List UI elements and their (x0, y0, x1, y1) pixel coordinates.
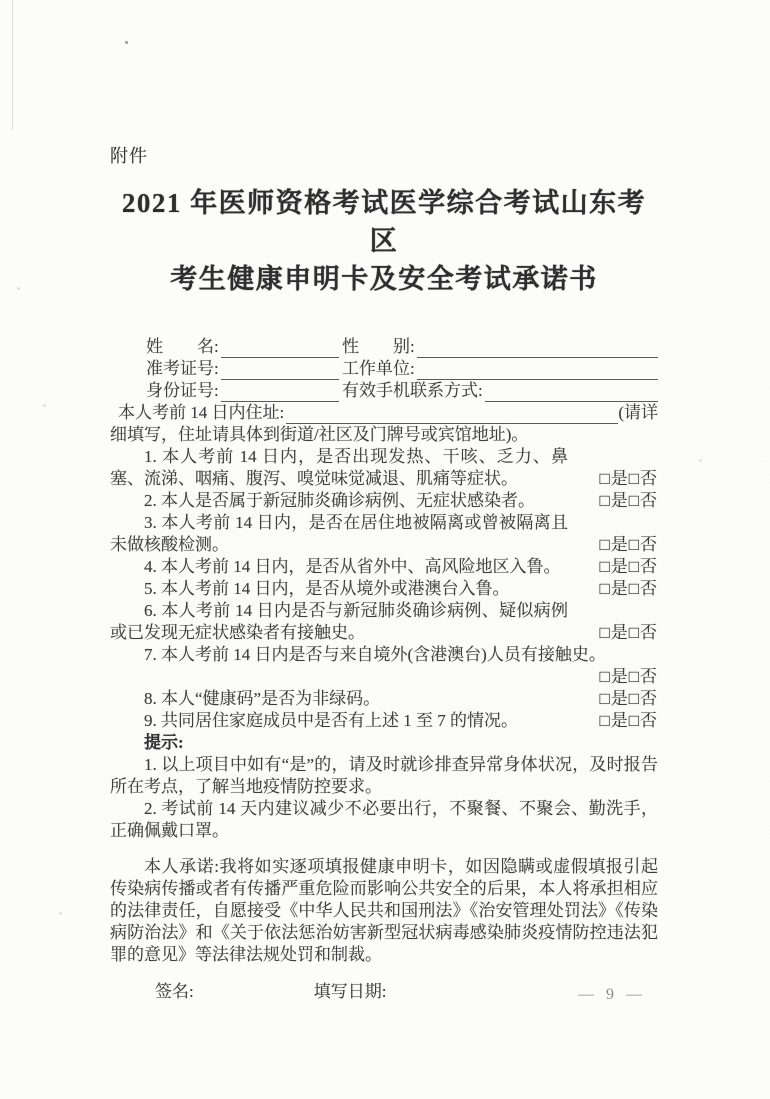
signature-row (110, 981, 658, 1003)
question-1-yes-no-checkboxes: □是□否 (599, 469, 658, 488)
admission-no-blank-field (221, 362, 339, 380)
address-note-wrap-line: 细填写，住址请具体到街道/社区及门牌号或宾馆地址)。 (110, 425, 529, 444)
work-unit-blank-field (417, 362, 658, 380)
applicant-info-form (110, 336, 658, 446)
question-4 (110, 556, 658, 578)
document-title-line1: 2021 年医师资格考试医学综合考试山东考区 (121, 188, 647, 256)
tip-2: 2. 考试前 14 天内建议减少不必要出行，不聚餐、不聚会、勤洗手，正确佩戴口罩。 (110, 799, 658, 840)
signature-label: 签名: (155, 982, 194, 1001)
scan-artifact-line (12, 0, 13, 130)
question-9 (110, 710, 658, 732)
address-blank-field (286, 406, 618, 424)
name-label: 姓 名: (146, 337, 219, 356)
health-question-list (110, 446, 658, 732)
question-8 (110, 688, 658, 710)
question-1-text: 1. 本人考前 14 日内，是否出现发热、干咳、乏力、鼻塞、流涕、咽痛、腹泻、嗅觉味觉减退、肌痛等症状。 (110, 447, 568, 488)
id-no-blank-field (221, 384, 339, 402)
question-6-text: 6. 本人考前 14 日内是否与新冠肺炎确诊病例、疑似病例或已发现无症状感染者有接触史。 (110, 601, 568, 642)
question-6-yes-no-checkboxes: □是□否 (599, 623, 658, 642)
question-4-text: 4. 本人考前 14 日内，是否从省外中、高风险地区入鲁。 (144, 557, 561, 576)
form-row-address (110, 402, 658, 424)
gender-blank-field (417, 340, 658, 358)
scan-artifact-speckles (0, 0, 1, 1)
tip-1: 1. 以上项目中如有“是”的，请及时就诊排查异常身体状况，及时报告所在考点，了解当地疫情防控要求。 (110, 755, 658, 796)
question-7 (110, 644, 658, 688)
question-2-yes-no-checkboxes: □是□否 (599, 491, 658, 510)
question-6 (110, 600, 658, 644)
address-label: 本人考前 14 日内住址: (118, 403, 285, 422)
form-row-id-phone (110, 380, 658, 402)
question-1 (110, 446, 658, 490)
name-blank-field (221, 340, 339, 358)
address-note-tail: (请详 (618, 403, 658, 422)
question-9-text: 9. 共同居住家庭成员中是否有上述 1 至 7 的情况。 (144, 711, 518, 730)
gender-label: 性 别: (342, 337, 415, 356)
question-2-text: 2. 本人是否属于新冠肺炎确诊病例、无症状感染者。 (144, 491, 535, 510)
id-no-label: 身份证号: (146, 381, 219, 400)
question-2 (110, 490, 658, 512)
fill-date-label: 填写日期: (313, 982, 387, 1001)
question-9-yes-no-checkboxes: □是□否 (599, 711, 658, 730)
question-8-text: 8. 本人“健康码”是否为非绿码。 (144, 689, 381, 708)
commitment-paragraph: 本人承诺:我将如实逐项填报健康申明卡，如因隐瞒或虚假填报引起传染病传播或者有传播严重危险而影响公共安全的后果，本人将承担相应的法律责任，自愿接受《中华人民共和国刑法》《治安管理处罚法》《传染病防治法》和《关于依法惩治妨害新型冠状病毒感染肺炎疫情防控违法犯罪的意见》等法律法规处罚和制裁。 (110, 857, 658, 964)
question-8-yes-no-checkboxes: □是□否 (599, 689, 658, 708)
form-row-admission-workunit (110, 358, 658, 380)
question-7-yes-no-checkboxes: □是□否 (599, 667, 658, 686)
question-7-text: 7. 本人考前 14 日内是否与来自境外(含港澳台)人员有接触史。 (144, 645, 606, 664)
form-row-name-gender (110, 336, 658, 358)
question-3 (110, 512, 658, 556)
question-5-yes-no-checkboxes: □是□否 (599, 579, 658, 598)
question-3-text: 3. 本人考前 14 日内，是否在居住地被隔离或曾被隔离且未做核酸检测。 (110, 513, 568, 554)
document-title (110, 184, 658, 298)
tips-section (110, 732, 658, 842)
tips-heading: 提示: (144, 733, 184, 752)
phone-blank-field (485, 384, 658, 402)
question-5-text: 5. 本人考前 14 日内，是否从境外或港澳台入鲁。 (144, 579, 510, 598)
phone-label: 有效手机联系方式: (342, 381, 483, 400)
question-4-yes-no-checkboxes: □是□否 (599, 557, 658, 576)
work-unit-label: 工作单位: (342, 359, 415, 378)
question-3-yes-no-checkboxes: □是□否 (599, 535, 658, 554)
page-number: — 9 — (578, 986, 646, 1003)
admission-no-label: 准考证号: (146, 359, 219, 378)
attachment-label: 附件 (110, 146, 148, 166)
question-5 (110, 578, 658, 600)
document-title-line2: 考生健康申明卡及安全考试承诺书 (170, 264, 598, 294)
